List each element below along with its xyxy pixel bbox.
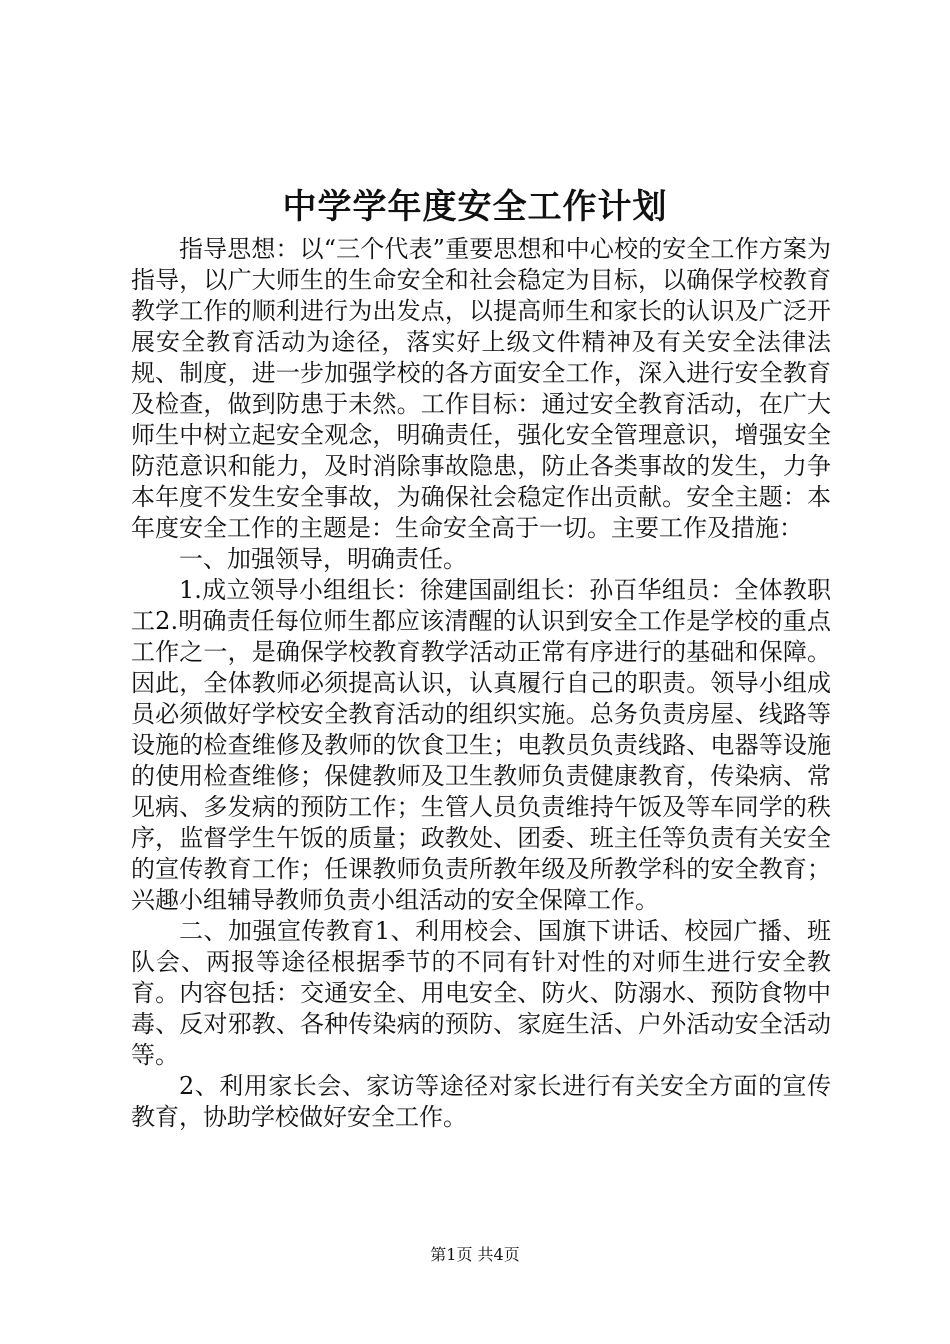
paragraph-guiding-thought: 指导思想：以“三个代表”重要思想和中心校的安全工作方案为指导，以广大师生的生命安全和社会稳定为目标，以确保学校教育教学工作的顺利进行为出发点，以提高师生和家长的认识及广泛开展安全教育活动为途径，落实好上级文件精神及有关安全法律法规、制度，进一步加强学校的各方面安全工作，深入进行安全教育及检查，做到防患于未然。工作目标：通过安全教育活动，在广大师生中树立起安全观念，明确责任，强化安全管理意识，增强安全防范意识和能力，及时消除事故隐患，防止各类事故的发生，力争本年度不发生安全事故，为确保社会稳定作出贡献。安全主题：本年度安全工作的主题是：生命安全高于一切。主要工作及措施：	[131, 235, 831, 542]
page-number-footer: 第1页 共4页	[430, 1245, 520, 1264]
paragraph-section-one-heading: 一、加强领导，明确责任。	[179, 545, 467, 573]
document-title: 中学学年度安全工作计划	[282, 187, 668, 227]
paragraph-leadership-group: 1.成立领导小组组长：徐建国副组长：孙百华组员：全体教职工2.明确责任每位师生都应该清醒的认识到安全工作是学校的重点工作之一，是确保学校教育教学活动正常有序进行的基础和保障。因此，全体教师必须提高认识，认真履行自己的职责。领导小组成员必须做好学校安全教育活动的组织实施。总务负责房屋、线路等设施的检查维修及教师的饮食卫生；电教员负责线路、电器等设施的使用检查维修；保健教师及卫生教师负责健康教育，传染病、常见病、多发病的预防工作；生管人员负责维持午饭及等车同学的秩序，监督学生午饭的质量；政教处、团委、班主任等负责有关安全的宣传教育工作；任课教师负责所教年级及所教学科的安全教育；兴趣小组辅导教师负责小组活动的安全保障工作。	[131, 576, 831, 914]
paragraph-parent-education: 2、利用家长会、家访等途径对家长进行有关安全方面的宣传教育，协助学校做好安全工作。	[131, 1072, 831, 1131]
document-body	[131, 234, 831, 1133]
paragraph-publicity-education: 二、加强宣传教育1、利用校会、国旗下讲话、校园广播、班队会、两报等途径根据季节的不同有针对性的对师生进行安全教育。内容包括：交通安全、用电安全、防火、防溺水、预防食物中毒、反对邪教、各种传染病的预防、家庭生活、户外活动安全活动等。	[131, 917, 831, 1069]
